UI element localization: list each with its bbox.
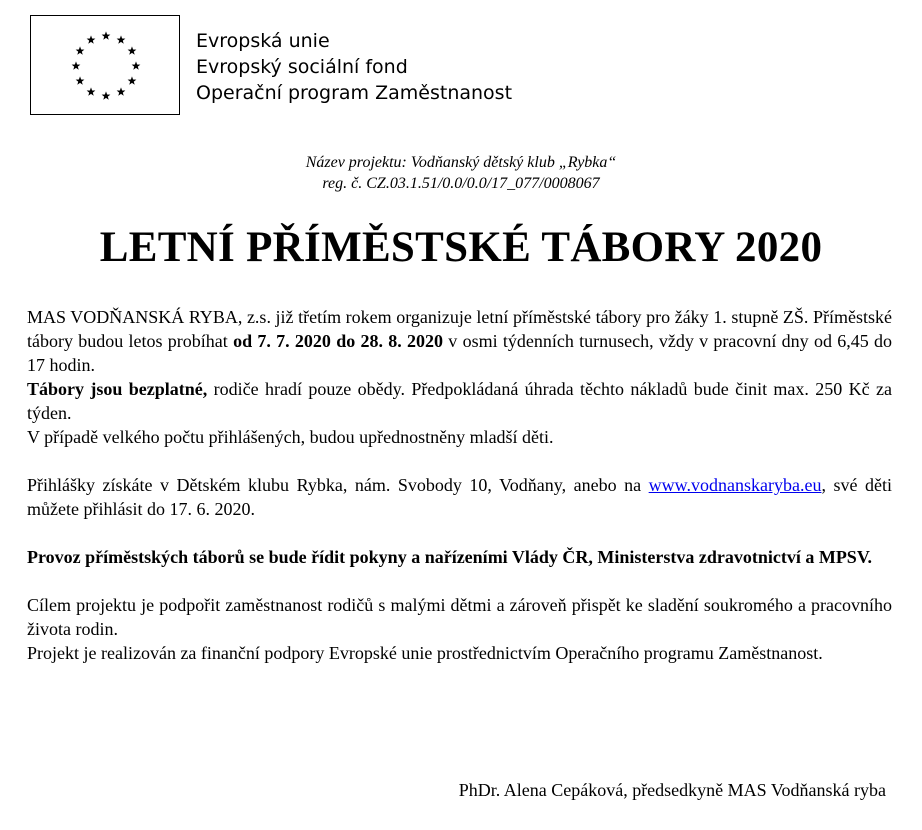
intro-text-2: v osmi týdenních turnusech, vždy v pracovní dny od 6,45 do 17 hodin. <box>27 331 892 375</box>
intro-dates: od 7. 7. 2020 do 28. 8. 2020 <box>233 331 444 351</box>
eu-program-text <box>196 28 512 106</box>
registration-text-2: , své děti můžete přihlásit do 17. 6. 2020. <box>27 475 892 519</box>
intro-text-1: MAS VODŇANSKÁ RYBA, z.s. již třetím rokem organizuje letní příměstské tábory pro žáky 1. stupně ZŠ. Příměstské tábory budou letos probíhat <box>27 307 892 351</box>
paragraph-registration <box>27 473 892 521</box>
project-reg-number: reg. č. CZ.03.1.51/0.0/0.0/17_077/0008067 <box>322 175 600 192</box>
paragraph-regulations <box>27 545 892 569</box>
eu-star-icon <box>132 61 141 69</box>
eu-star-icon <box>76 76 85 84</box>
eu-line-2: Evropský sociální fond <box>196 56 408 78</box>
paragraph-funding: Projekt je realizován za finanční podpory Evropské unie prostřednictvím Operačního programu Zaměstnanost. <box>27 643 823 663</box>
eu-star-icon <box>72 61 81 69</box>
project-info <box>0 152 922 194</box>
eu-stars-icon <box>31 16 181 116</box>
eu-star-icon <box>128 76 137 84</box>
eu-star-icon <box>128 46 137 54</box>
eu-line-1: Evropská unie <box>196 30 330 52</box>
eu-star-icon <box>76 46 85 54</box>
registration-text-1: Přihlášky získáte v Dětském klubu Rybka, nám. Svobody 10, Vodňany, anebo na <box>27 475 649 495</box>
paragraph-goal: Cílem projektu je podpořit zaměstnanost rodičů s malými dětmi a zároveň přispět ke sladění soukromého a pracovního života rodin. <box>27 595 892 639</box>
document-body <box>27 305 892 665</box>
regulations-text: Provoz příměstských táborů se bude řídit pokyny a nařízeními Vlády ČR, Ministerstva zdravotnictví a MPSV. <box>27 547 872 567</box>
eu-star-icon <box>102 91 111 99</box>
project-name: Název projektu: Vodňanský dětský klub „Rybka“ <box>305 154 617 171</box>
eu-star-icon <box>87 35 96 43</box>
signature: PhDr. Alena Cepáková, předsedkyně MAS Vodňanská ryba <box>458 780 886 800</box>
website-link[interactable]: www.vodnanskaryba.eu <box>648 475 822 495</box>
page-title: LETNÍ PŘÍMĚSTSKÉ TÁBORY 2020 <box>99 224 823 271</box>
eu-star-icon <box>87 87 96 95</box>
eu-star-icon <box>102 31 111 39</box>
eu-line-3: Operační program Zaměstnanost <box>196 82 513 104</box>
free-label: Tábory jsou bezplatné, <box>27 379 208 399</box>
paragraph-priority: V případě velkého počtu přihlášených, budou upřednostněny mladší děti. <box>27 427 554 447</box>
eu-star-icon <box>117 35 126 43</box>
paragraph-intro <box>27 305 892 377</box>
eu-flag-logo <box>30 15 180 115</box>
eu-star-icon <box>117 87 126 95</box>
free-text: rodiče hradí pouze obědy. Předpokládaná úhrada těchto nákladů bude činit max. 250 Kč za týden. <box>27 379 892 423</box>
paragraph-free <box>27 377 892 425</box>
